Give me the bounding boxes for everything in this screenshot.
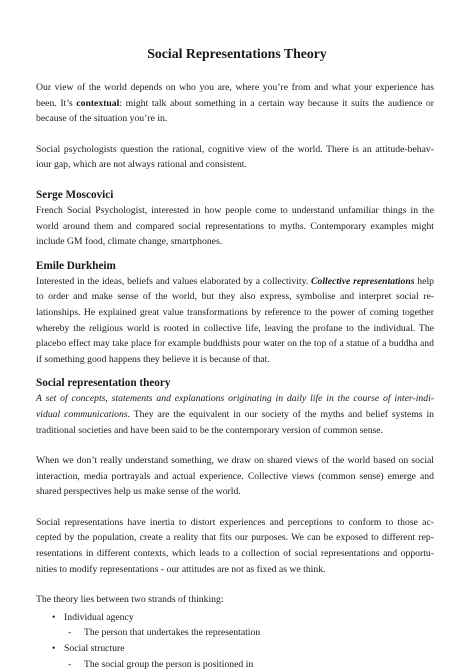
srt-definition-rest: . They are the equivalent in our society of the myths and belief systems in traditional societies and have been said to be the contemporary version of common sense. — [36, 408, 434, 436]
strand-label: Social structure — [64, 643, 125, 655]
collective-representations-term: Collective representations — [311, 275, 415, 287]
list-item — [36, 641, 434, 672]
intro-paragraph-1 — [36, 80, 434, 127]
intro-paragraph-2: Social psychologists question the rational, cognitive view of the world. There is an attitude-behav- iour gap, which are not always rational and consistent. — [36, 143, 434, 171]
section-heading-moscovici: Serge Moscovici — [36, 188, 114, 201]
moscovici-paragraph: French Social Psychologist, interested in how people come to understand unfamiliar things in the world around them and compared social representations to myths. Contemporary examples might include GM food, climate change, smartphones. — [36, 204, 434, 248]
list-item — [36, 610, 434, 641]
srt-paragraph-2: When we don’t really understand something, we draw on shared views of the world based on social interaction, media portrayals and actual experience. Collective views (common sense) emerge and shared perspectives help us make sense of the world. — [36, 455, 434, 498]
srt-paragraph-3: Social representations have inertia to distort experiences and perceptions to conform to those ac- cepted by the population, create a reality that fits our purposes. We can be exposed to different rep- resentations in different contexts, which leads to a collection of social representations and opportu- nities to modify representations - our attitudes are not as fixed as we think. — [36, 516, 434, 575]
strand-label: Individual agency — [64, 611, 134, 623]
sub-list — [64, 625, 434, 641]
section-heading-durkheim: Emile Durkheim — [36, 259, 116, 272]
durkheim-text-c: help to order and make sense of the world, but they also express, symbolise and interpret social re- lationships. He explained great value transformations by reference to the power of coming together whereby the religious world is rooted in collective life, leaving the profane to the individual. The placebo effect may take place for example buddhists pour water on the top of a statue of a buddha and if something good happens they believe it is because of that. — [36, 275, 434, 365]
srt-paragraph-4: The theory lies between two strands of thinking: — [36, 594, 224, 606]
srt-definition-paragraph — [36, 391, 434, 438]
intro-text-c: : might talk about something in a certain way because it suits the audience or because of the situation you’re in. — [36, 97, 434, 125]
srt-definition-italic: A set of concepts, statements and explanations originating in daily life in the course of inter-indi- vidual communications — [36, 393, 434, 420]
section-heading-srt: Social representation theory — [36, 377, 171, 390]
document-body — [36, 80, 434, 672]
strands-list — [36, 610, 434, 672]
durkheim-paragraph — [36, 274, 434, 368]
contextual-term: contextual — [76, 97, 120, 109]
intro-text-a: Our view of the world depends on who you are, where you’re from and what your experience has been. It’s — [36, 82, 434, 109]
sub-list-item: - The person that undertakes the representation — [64, 625, 434, 641]
durkheim-text-a: Interested in the ideas, beliefs and values elaborated by a collectivity. — [36, 275, 312, 287]
page-title: Social Representations Theory — [147, 46, 327, 61]
sub-list-item: - The social group the person is positioned in — [64, 657, 434, 672]
